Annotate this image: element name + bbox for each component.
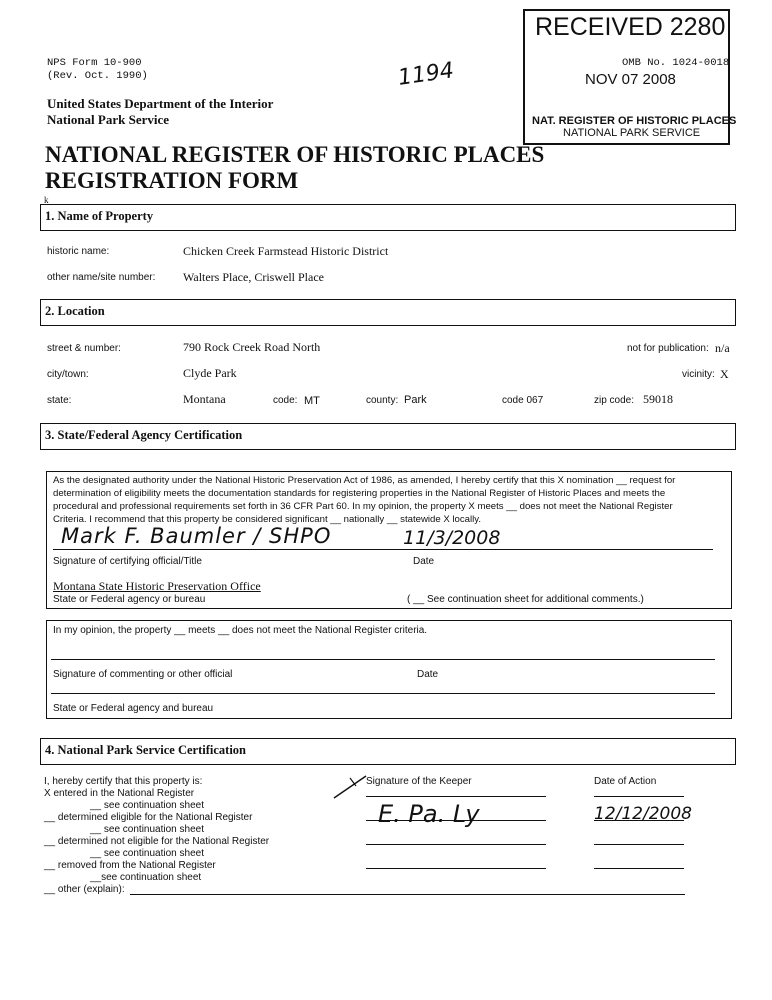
keeper-line-4 <box>366 868 546 869</box>
agency-label: State or Federal agency or bureau <box>53 594 206 605</box>
city-label: city/town: <box>47 369 89 380</box>
historic-name-value: Chicken Creek Farmstead Historic District <box>183 244 389 258</box>
service-name: National Park Service <box>47 112 170 127</box>
department-name: United States Department of the Interior <box>47 96 274 111</box>
nps-item-entered: X entered in the National Register <box>44 788 195 799</box>
received-stamp <box>523 9 737 145</box>
section-2-title: 2. Location <box>45 304 105 318</box>
certifying-signature: Mark F. Baumler / SHPO <box>61 524 332 548</box>
keeper-line-1 <box>366 796 546 797</box>
nps-item-other: __ other (explain): <box>44 884 125 895</box>
nps-item-continuation-4: __see continuation sheet <box>90 872 202 883</box>
action-line-3 <box>594 844 684 845</box>
section-4-title: 4. National Park Service Certification <box>45 743 246 757</box>
section-3-title: 3. State/Federal Agency Certification <box>45 428 243 442</box>
nps-item-continuation-3: __ see continuation sheet <box>90 848 204 859</box>
zip-value: 59018 <box>643 392 673 406</box>
other-explain-line <box>130 894 685 895</box>
action-line-4 <box>594 868 684 869</box>
zip-label: zip code: <box>594 395 635 406</box>
not-for-publication-label: not for publication: <box>627 343 709 354</box>
cert-text-line1: As the designated authority under the National Historic Preservation Act of 1986, as amended, I hereby certify that this X nomination __ request for <box>53 475 676 486</box>
not-for-publication-value: n/a <box>715 341 730 355</box>
cert-text-line4: Criteria. I recommend that this property be considered significant __ nationally __ statewide X locally. <box>53 514 482 525</box>
cert-text-line3: procedural and professional requirements set forth in 36 CFR Part 60. In my opinion, the property X meets __ does not meet the National Register <box>53 501 673 512</box>
nps-item-continuation-1: __ see continuation sheet <box>90 800 204 811</box>
opinion-text: In my opinion, the property __ meets __ does not meet the National Register criteria. <box>53 625 428 636</box>
date-label: Date <box>413 556 435 567</box>
other-name-label: other name/site number: <box>47 272 156 283</box>
signature-label: Signature of certifying official/Title <box>53 556 202 567</box>
action-line-2 <box>594 820 684 821</box>
nps-item-not-eligible: __ determined not eligible for the National Register <box>44 836 270 847</box>
nps-item-continuation-2: __ see continuation sheet <box>90 824 204 835</box>
omb-number: OMB No. 1024-0018 <box>622 57 730 69</box>
street-value: 790 Rock Creek Road North <box>183 340 321 354</box>
date-of-action-value: 12/12/2008 <box>594 804 692 824</box>
agency-value: Montana State Historic Preservation Office <box>53 579 261 593</box>
form-title-line2: REGISTRATION FORM <box>45 168 299 193</box>
action-line-1 <box>594 796 684 797</box>
keeper-label: Signature of the Keeper <box>366 776 472 787</box>
city-value: Clyde Park <box>183 366 237 380</box>
other-name-value: Walters Place, Criswell Place <box>183 270 324 284</box>
stamp-date: NOV 07 2008 <box>585 71 676 88</box>
date-of-action-label: Date of Action <box>594 776 657 787</box>
cert-text-line2: determination of eligibility meets the documentation standards for registering properties in the National Register of Historic Places and meets the <box>53 488 666 499</box>
keeper-check-mark <box>330 772 370 802</box>
historic-name-label: historic name: <box>47 246 110 257</box>
comment-line-2 <box>51 693 715 694</box>
form-number: NPS Form 10-900 <box>47 57 142 69</box>
certifying-date-handwritten: 11/3/2008 <box>403 527 501 549</box>
continuation-note: ( __ See continuation sheet for additional comments.) <box>407 594 644 605</box>
nps-intro: I, hereby certify that this property is: <box>44 776 203 787</box>
section-4-header <box>40 738 736 765</box>
form-title-line1: NATIONAL REGISTER OF HISTORIC PLACES <box>45 142 545 167</box>
section-2-header <box>40 299 736 326</box>
stray-mark: k <box>44 195 49 205</box>
stamp-line1: NAT. REGISTER OF HISTORIC PLACES <box>532 115 737 127</box>
commenting-box <box>46 620 732 719</box>
section-3-header <box>40 423 736 450</box>
state-label: state: <box>47 395 72 406</box>
county-code: code 067 <box>502 395 544 406</box>
nps-item-eligible: __ determined eligible for the National Register <box>44 812 253 823</box>
nps-item-removed: __ removed from the National Register <box>44 860 216 871</box>
handwritten-number: 1194 <box>396 58 456 91</box>
section-1-header <box>40 204 736 231</box>
stamp-received: RECEIVED 2280 <box>535 13 726 41</box>
street-label: street & number: <box>47 343 121 354</box>
stamp-line2: NATIONAL PARK SERVICE <box>563 127 701 139</box>
signature-line <box>53 549 713 550</box>
certification-box <box>46 471 732 609</box>
state-code-label: code: <box>273 395 298 406</box>
keeper-line-3 <box>366 844 546 845</box>
section-1-title: 1. Name of Property <box>45 209 154 223</box>
comment-date-label: Date <box>417 669 439 680</box>
form-revision: (Rev. Oct. 1990) <box>47 70 148 82</box>
state-code-value: MT <box>304 395 320 407</box>
vicinity-value: X <box>720 367 729 381</box>
state-value: Montana <box>183 392 226 406</box>
comment-line-1 <box>51 659 715 660</box>
comment-signature-label: Signature of commenting or other official <box>53 669 233 680</box>
county-value: Park <box>404 394 427 406</box>
keeper-line-2 <box>366 820 546 821</box>
county-label: county: <box>366 395 399 406</box>
vicinity-label: vicinity: <box>682 369 715 380</box>
keeper-signature: E. Pa. Ly <box>378 800 480 828</box>
comment-agency-label: State or Federal agency and bureau <box>53 703 214 714</box>
